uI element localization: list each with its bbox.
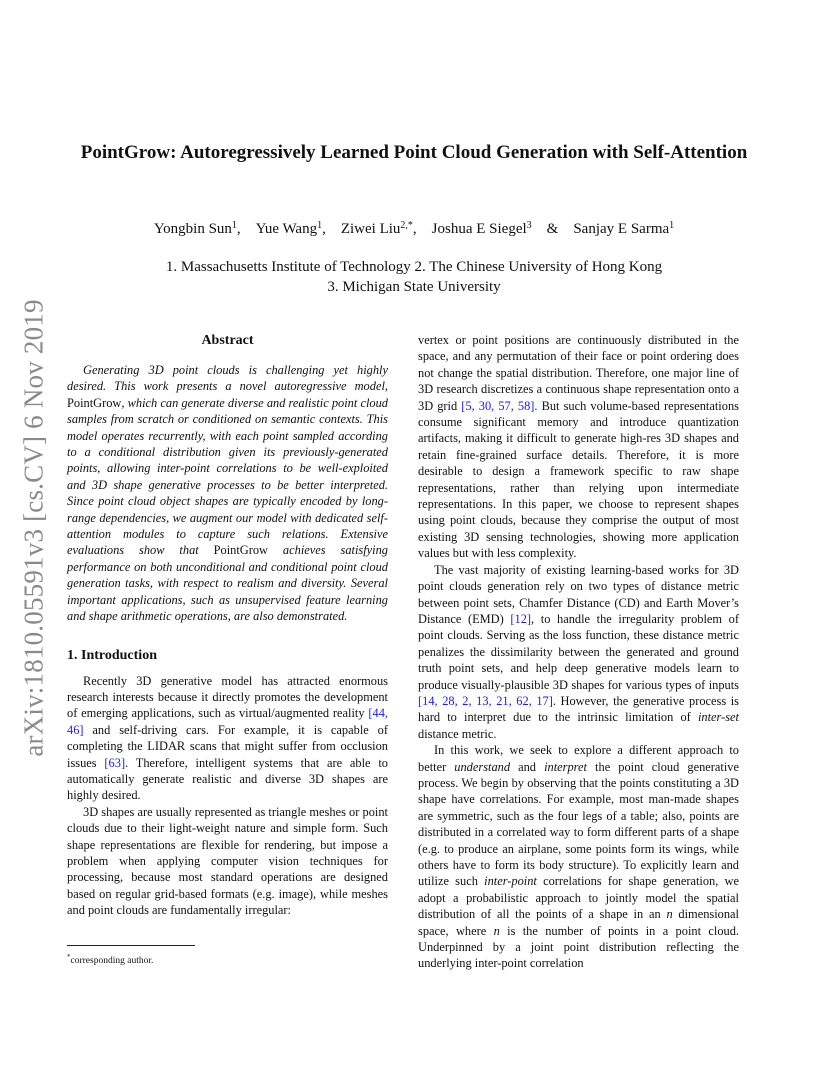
author-affiliation-mark: 2,* [400, 220, 413, 231]
author-name: Yue Wang [255, 221, 318, 237]
author-affiliation-mark: 1 [669, 220, 675, 231]
emphasis-text: inter-set [697, 710, 739, 725]
body-text: In this work, we seek to explore a different approach to better [418, 743, 739, 774]
citation-link[interactable]: [12] [510, 611, 532, 626]
citation-link[interactable]: [14, 28, 2, 13, 21, 62, 17] [418, 693, 553, 708]
emphasis-text: inter-point [484, 874, 537, 889]
body-text: and [510, 759, 545, 774]
body-text: vertex or point positions are continuously distributed in the space, and any permutation of their face or point ordering does not change the spatial distribution. Therefore, one major line of 3D research discretizes a continuous shape representation onto a 3D grid [418, 333, 739, 413]
affiliation-line-1: 1. Massachusetts Institute of Technology 2. The Chinese University of Hong Kong [165, 259, 663, 275]
body-text: and self-driving cars. For example, it is capable of completing the LIDAR scans that might suffer from occlusion issues [67, 722, 388, 770]
arxiv-identifier-stamp: arXiv:1810.05591v3 [cs.CV] 6 Nov 2019 [18, 299, 49, 757]
model-name-text: PointGrow [213, 543, 269, 558]
emphasis-text: n [493, 923, 500, 938]
body-text: is the number of points in a point cloud. Underpinned by a joint point distribution reflecting the underlying inter-point correlation [418, 923, 739, 971]
intro-paragraph-2 [67, 804, 388, 919]
body-text: the point cloud generative process. We begin by observing that the points constituting a 3D shape have correlations. For example, most man-made shapes are symmetric, such as the four legs of a table; also, points are distributed in a correlated way to form different parts of a shape (e.g. to produce an airplane, some points form its wings, while others have to form its body structure). To explicitly learn and utilize such [418, 759, 739, 889]
citation-link[interactable]: [5, 30, 57, 58] [461, 398, 535, 413]
abstract-text-run: achieves satisfying performance on both unconditional and conditional point cloud generation tasks, with respect to realism and diversity. Several important applications, such as unsupervised feature learning and shape arithmetic operations, are also demonstrated. [67, 543, 388, 624]
body-text: distance metric. [418, 726, 497, 741]
citation-link[interactable]: [44, 46] [67, 706, 388, 737]
body-text: . But such volume-based representations consume significant memory and introduce quantization artifacts, making it difficult to generate high-res 3D shapes and retain fine-grained surface details. Therefore, it is more desirable to design a framework specific to raw shape representations, rather than relying upon intermediate representations. In this paper, we choose to represent shapes using point clouds, because they comprise the output of most existing 3D sensing technologies, showing more application values but with less complexity. [418, 398, 739, 561]
author-name: Sanjay E Sarma [573, 221, 670, 237]
footnote [67, 951, 367, 967]
author-affiliation-mark: 1 [317, 220, 323, 231]
body-text: dimensional space, where [418, 907, 739, 938]
introduction-heading: 1. Introduction [67, 647, 157, 663]
emphasis-text: understand [454, 759, 511, 774]
right-column [418, 332, 739, 972]
author-name: Ziwei Liu [340, 221, 401, 237]
author-affiliation-mark: 3 [526, 220, 532, 231]
author-name: Joshua E Siegel [431, 221, 527, 237]
emphasis-text: n [666, 907, 673, 922]
right-paragraph-3 [418, 742, 739, 972]
body-text: . However, the generative process is hard to interpret due to the intrinsic limitation of [418, 693, 739, 725]
intro-paragraph-1 [67, 673, 388, 804]
right-paragraph-2 [418, 562, 739, 742]
footnote-divider [67, 945, 195, 946]
author-list: Yongbin Sun$^1$, Yue Wang$^1$, Ziwei Liu$^{2,*}$, Joshua E Siegel$^3$ & Sanjay E Sarma$^1$ [153, 220, 675, 237]
left-column [67, 332, 388, 919]
body-text: Recently 3D generative model has attracted enormous research interests because it directly promotes the development of emerging applications, such as virtual/augmented reality [67, 673, 388, 721]
author-name: Yongbin Sun [153, 221, 232, 237]
footnote-text: corresponding author. [70, 956, 154, 966]
author-separator: & [546, 221, 559, 237]
author-affiliation-mark: 1 [231, 220, 237, 231]
footnote-mark: * [67, 953, 71, 961]
paper-title: PointGrow: Autoregressively Learned Point Cloud Generation with Self-Attention [80, 142, 748, 163]
citation-link[interactable]: [63] [104, 755, 126, 770]
abstract-text-run: Generating 3D point clouds is challenging yet highly desired. This work presents a novel autoregressive model, [67, 363, 388, 394]
model-name-text: PointGrow [67, 395, 122, 410]
abstract-heading: Abstract [201, 333, 254, 348]
right-paragraph-1 [418, 332, 739, 562]
emphasis-text: interpret [544, 759, 587, 774]
body-text: 3D shapes are usually represented as triangle meshes or point clouds due to their light-weight nature and simple form. Such shape representations are flexible for rendering, but impose a problem when applying computer vision techniques for processing, because most standard operations are designed based on regular grid-based formats (e.g. image), while meshes and point clouds are fundamentally irregular: [67, 804, 388, 918]
abstract-text-run: , which can generate diverse and realistic point cloud samples from scratch or conditioned on semantic contexts. This model operates recurrently, with each point sampled according to a conditional distribution given its previously-generated points, allowing inter-point correlations to be well-exploited and 3D shape generative processes to be better interpreted. Since point cloud object shapes are typically encoded by long-range dependencies, we augment our model with dedicated self-attention modules to capture such relations. Extensive evaluations show that [67, 395, 388, 558]
affiliation-line-2: 3. Michigan State University [327, 279, 501, 295]
body-text: , to handle the irregularity problem of point clouds. Serving as the loss function, these distance metric penalizes the dissimilarity between the generated and ground truth point sets, and help deep generative models learn to produce visually-plausible 3D shapes for various types of inputs [418, 611, 739, 692]
affiliations [80, 257, 748, 297]
body-text: correlations for shape generation, we adopt a probabilistic approach to jointly model the spatial distribution of all the points of a shape in an [418, 874, 739, 922]
body-text: . Therefore, intelligent systems that are able to automatically generate realistic and diverse 3D shapes are highly desired. [67, 755, 389, 803]
body-text: The vast majority of existing learning-based works for 3D point clouds generation rely on two types of distance metric between point sets, Chamfer Distance (CD) and Earth Mover’s Distance (EMD) [418, 562, 739, 626]
abstract-body [67, 362, 388, 625]
